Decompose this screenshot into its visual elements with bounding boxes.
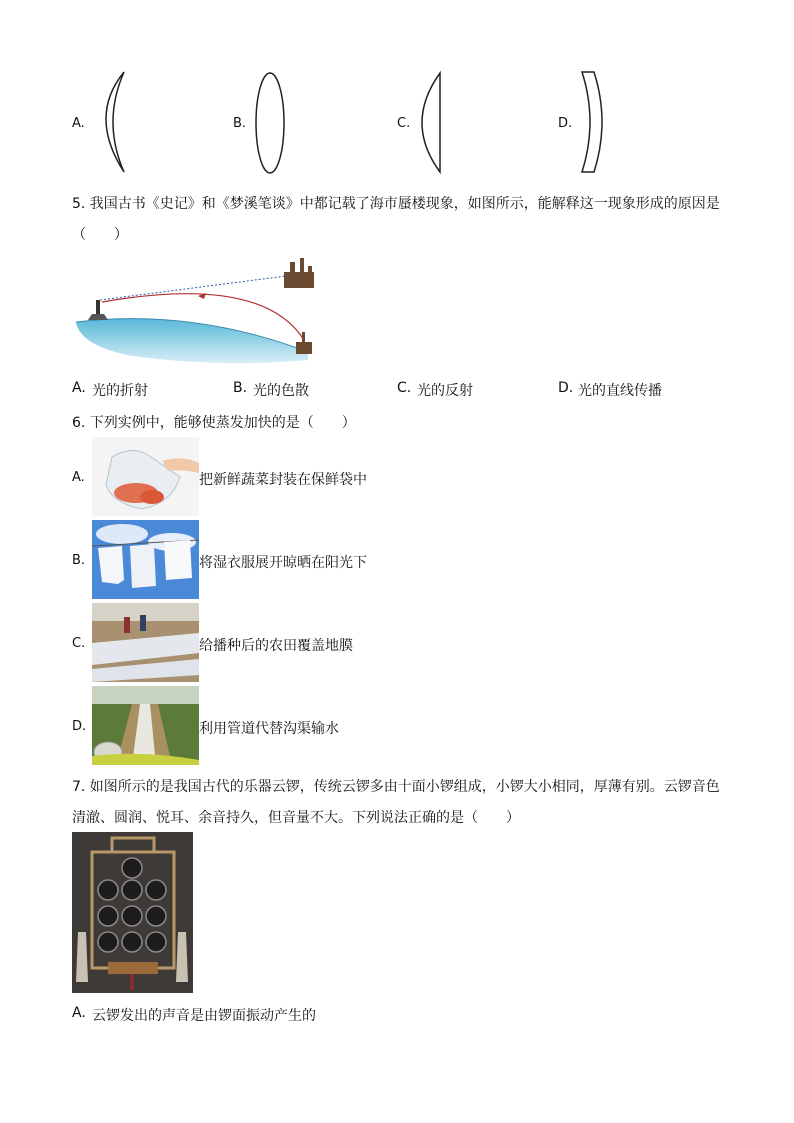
vegetable-bag-photo	[92, 437, 199, 516]
q5-option-c-label[interactable]: C.	[397, 380, 412, 396]
q5-option-d-label[interactable]: D.	[558, 380, 574, 396]
q5-stem-line1: 5. 我国古书《史记》和《梦溪笔谈》中都记载了海市蜃楼现象，如图所示，能解释这一现象形成的原因是	[72, 196, 720, 212]
q4-option-a-label[interactable]: A.	[72, 116, 85, 131]
biconvex-lens-icon	[252, 70, 288, 176]
drying-clothes-photo	[92, 520, 199, 599]
q4-option-d-label[interactable]: D.	[558, 116, 573, 131]
q5-option-b-text[interactable]: 光的色散	[253, 383, 309, 399]
q6-stem: 6. 下列实例中，能够使蒸发加快的是（ ）	[72, 415, 356, 431]
q6-option-c-text[interactable]: 给播种后的农田覆盖地膜	[199, 638, 353, 654]
concave-meniscus-lens-icon	[88, 68, 128, 178]
mirage-diagram	[72, 256, 322, 368]
q6-option-d-label[interactable]: D.	[72, 719, 87, 734]
water-pipe-photo	[92, 686, 199, 765]
yunluo-photo	[72, 832, 193, 993]
q6-option-a-text[interactable]: 把新鲜蔬菜封装在保鲜袋中	[199, 472, 367, 488]
q7-option-a-label[interactable]: A.	[72, 1005, 86, 1021]
q6-option-b-text[interactable]: 将湿衣服展开晾晒在阳光下	[199, 555, 367, 571]
q6-option-c-label[interactable]: C.	[72, 636, 86, 651]
q7-stem-line1: 7. 如图所示的是我国古代的乐器云锣，传统云锣多由十面小锣组成，小锣大小相同，厚薄有别。云锣音色	[72, 779, 720, 795]
farmland-film-photo	[92, 603, 199, 682]
q7-option-a-text[interactable]: 云锣发出的声音是由锣面振动产生的	[92, 1008, 316, 1024]
q5-option-a-text[interactable]: 光的折射	[92, 383, 148, 399]
q6-option-a-label[interactable]: A.	[72, 470, 85, 485]
q6-option-b-label[interactable]: B.	[72, 553, 86, 568]
q4-option-b-label[interactable]: B.	[233, 116, 247, 131]
q5-option-c-text[interactable]: 光的反射	[417, 383, 473, 399]
q5-option-a-label[interactable]: A.	[72, 380, 86, 396]
q6-option-d-text[interactable]: 利用管道代替沟渠输水	[199, 721, 339, 737]
q5-option-b-label[interactable]: B.	[233, 380, 248, 396]
q4-option-c-label[interactable]: C.	[397, 116, 411, 131]
q5-stem-line2: （ ）	[72, 227, 128, 243]
q7-stem-line2: 清澈、圆润、悦耳、余音持久，但音量不大。下列说法正确的是（ ）	[72, 810, 520, 826]
plano-concave-lens-icon	[576, 68, 610, 178]
plano-convex-lens-icon	[412, 70, 446, 176]
q5-option-d-text[interactable]: 光的直线传播	[578, 383, 662, 399]
